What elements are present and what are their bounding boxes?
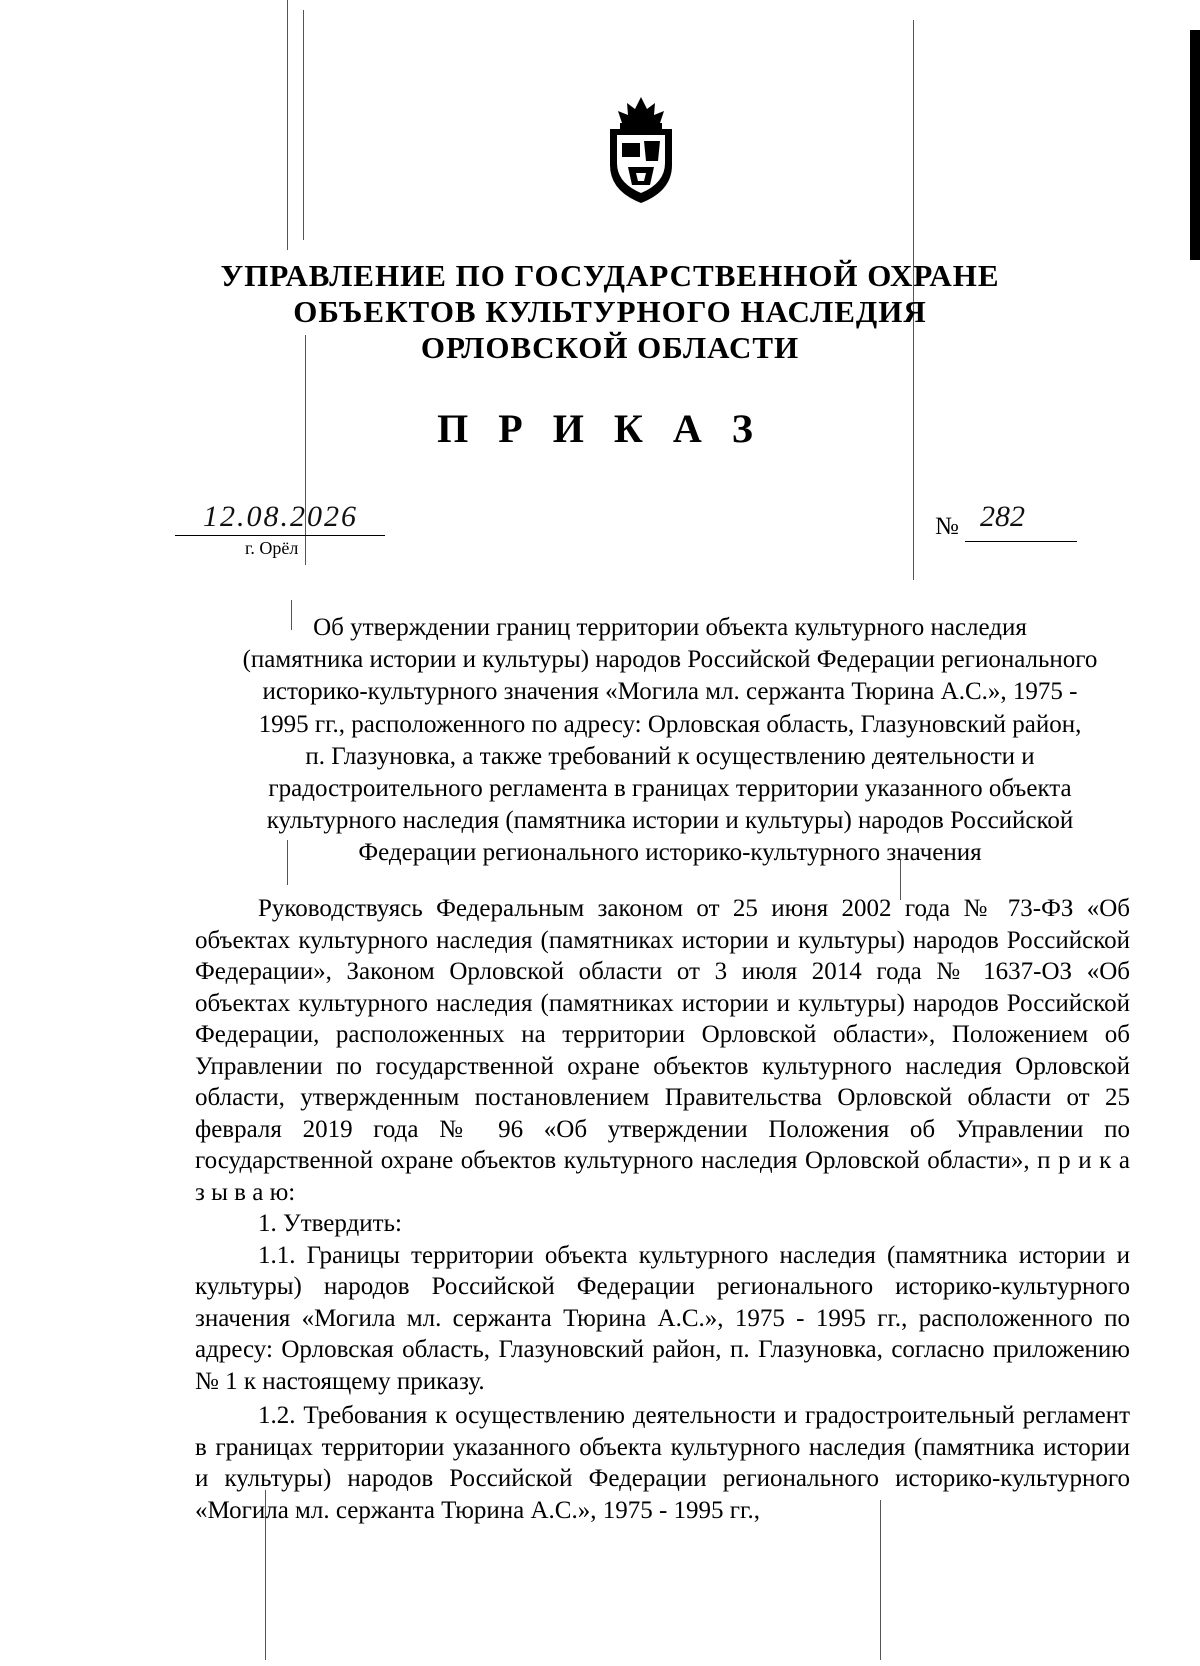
scan-edge-bar [1190, 30, 1200, 260]
clause-1-1: 1.1. Границы территории объекта культурного наследия (памятника истории и культуры) народов Российской Федерации регионального историко-культурного значения «Могила мл. сержанта Тюрина А.С.», 1975 - 1995 гг., расположенного по адресу: Орловская область, Глазуновский район, п. Глазуновка, согласно приложению № 1 к настоящему приказу. [195, 1241, 1130, 1395]
header-line: УПРАВЛЕНИЕ ПО ГОСУДАРСТВЕННОЙ ОХРАНЕ [220, 258, 1000, 293]
subject-line: (памятника истории и культуры) народов Российской Федерации регионального [242, 646, 1098, 674]
order-number-label: № [935, 513, 959, 540]
order-city: г. Орёл [245, 538, 299, 558]
preamble-paragraph: Руководствуясь Федеральным законом от 25 июня 2002 года № 73-ФЗ «Об объектах культурного наследия (памятниках истории и культуры) народов Российской Федерации», Законом Орловской области от 3 июля 2014 года № 1637-ОЗ «Об объектах культурного наследия (памятниках истории и культуры) народов Российской Федерации, расположенных на территории Орловской области», Положением об Управлении по государственной охране объектов культурного наследия Орловской области, утвержденным постановлением Правительства Орловской области от 25 февраля 2019 года № 96 «Об утверждении Положения об Управлении по государственной охране объектов культурного наследия Орловской области», п р и к а з ы в а ю: [195, 895, 1130, 1206]
subject-line: 1995 гг., расположенного по адресу: Орловская область, Глазуновский район, [258, 710, 1082, 738]
subject-line: градостроительного регламента в границах территории указанного объекта [268, 775, 1072, 803]
scan-artifact-line [287, 0, 288, 250]
coat-of-arms-emblem [600, 95, 682, 205]
subject-line: п. Глазуновка, а также требований к осуществлению деятельности и [305, 742, 1035, 770]
clause-1: 1. Утвердить: [258, 1210, 402, 1237]
subject-line: историко-культурного значения «Могила мл. сержанта Тюрина А.С.», 1975 - [262, 678, 1078, 706]
number-underline [965, 541, 1077, 542]
date-underline [175, 535, 385, 536]
issuing-authority-header [150, 258, 1070, 366]
document-title: П Р И К А З [437, 406, 763, 451]
subject-line: культурного наследия (памятника истории и культуры) народов Российской [266, 807, 1074, 835]
order-number: 282 [980, 500, 1025, 533]
subject-line: Федерации регионального историко-культурного значения [358, 839, 982, 867]
clause-1-2: 1.2. Требования к осуществлению деятельности и градостроительный регламент в границах территории указанного объекта культурного наследия (памятника истории и культуры) народов Российской Федерации регионального историко-культурного «Могила мл. сержанта Тюрина А.С.», 1975 - 1995 гг., [195, 1402, 1130, 1524]
order-body [195, 893, 1130, 1526]
header-line: ОРЛОВСКОЙ ОБЛАСТИ [420, 330, 800, 365]
subject-line: Об утверждении границ территории объекта культурного наследия [313, 614, 1027, 641]
order-date: 12.08.2026 [203, 500, 358, 533]
scan-artifact-line [303, 10, 304, 240]
order-subject [190, 612, 1150, 870]
header-line: ОБЪЕКТОВ КУЛЬТУРНОГО НАСЛЕДИЯ [293, 294, 927, 329]
